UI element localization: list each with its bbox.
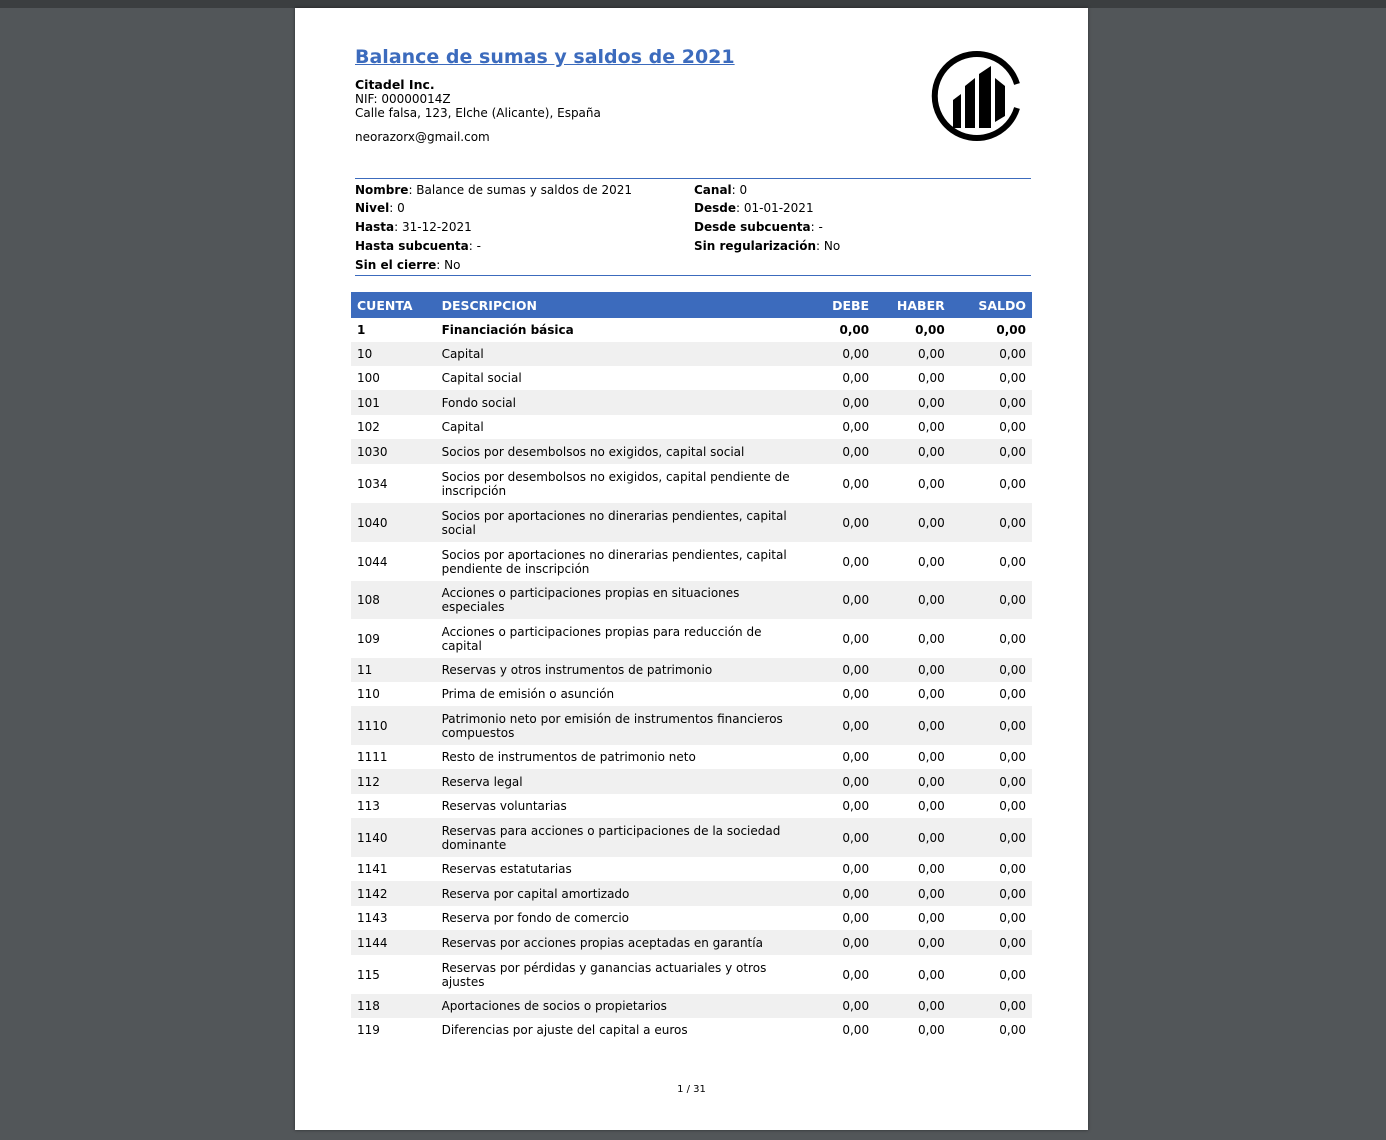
saldo-cell: 0,00 [999,750,1026,764]
description-cell: Reserva por capital amortizado [436,881,800,906]
account-code-cell: 10 [351,342,436,366]
account-code-cell: 113 [357,799,380,813]
account-code-cell: 115 [357,967,380,982]
saldo-cell: 0,00 [951,503,1032,542]
table-row [351,769,1032,794]
param-sin-regularizacion: Sin regularización: No [694,239,841,253]
debe-cell: 0,00 [799,503,875,542]
saldo-cell: 0,00 [996,323,1026,337]
haber-cell: 0,00 [918,1023,945,1037]
debe-cell: 0,00 [799,881,875,906]
account-code-cell: 1030 [351,439,436,464]
account-code-cell: 1144 [351,930,436,955]
debe-cell: 0,00 [799,994,875,1018]
debe-cell: 0,00 [842,420,870,434]
table-row [351,318,1032,342]
table-row [351,439,1032,464]
company-address: Calle falsa, 123, Elche (Alicante), España [355,106,601,120]
description-cell: Fondo social [436,390,800,415]
account-code-cell: 112 [351,769,436,794]
account-code-cell: 110 [357,687,380,701]
debe-cell: 0,00 [842,631,870,646]
description-cell: Acciones o participaciones propias para reducción de capital [441,624,762,653]
account-code-cell: 101 [351,390,436,415]
params-divider [355,275,1031,276]
description-cell: Aportaciones de socios o propietarios [436,994,800,1018]
description-cell: Prima de emisión o asunción [441,687,615,701]
header-saldo: SALDO [951,292,1032,318]
header-debe: DEBE [799,292,875,318]
buildings-logo-icon [931,48,1027,144]
account-code-cell: 1044 [357,554,388,569]
account-code-cell: 1142 [351,881,436,906]
debe-cell: 0,00 [842,1023,870,1037]
saldo-cell: 0,00 [999,687,1026,701]
debe-cell: 0,00 [842,554,870,569]
saldo-cell: 0,00 [999,911,1026,925]
haber-cell: 0,00 [918,862,945,876]
saldo-cell: 0,00 [951,994,1032,1018]
saldo-cell: 0,00 [999,967,1026,982]
description-cell: Reservas y otros instrumentos de patrimonio [436,658,800,682]
haber-cell: 0,00 [915,323,945,337]
document-page [295,8,1088,1130]
haber-cell: 0,00 [918,911,945,925]
saldo-cell: 0,00 [999,476,1026,491]
saldo-cell: 0,00 [999,799,1026,813]
account-code-cell: 100 [357,371,380,385]
saldo-cell: 0,00 [951,881,1032,906]
debe-cell: 0,00 [799,439,875,464]
saldo-cell: 0,00 [999,554,1026,569]
description-cell: Reservas voluntarias [441,799,567,813]
debe-cell: 0,00 [842,862,870,876]
table-row [351,503,1032,542]
description-cell: Resto de instrumentos de patrimonio neto [441,750,696,764]
account-code-cell: 1111 [357,750,388,764]
description-cell: Acciones o participaciones propias en situaciones especiales [436,581,800,619]
description-cell: Diferencias por ajuste del capital a euros [441,1023,688,1037]
param-sin-cierre: Sin el cierre: No [355,258,461,272]
description-cell: Patrimonio neto por emisión de instrumentos financieros compuestos [436,706,800,745]
haber-cell: 0,00 [918,554,945,569]
header-descripcion: DESCRIPCION [436,292,800,318]
table-row [351,930,1032,955]
haber-cell: 0,00 [875,439,951,464]
table-row [351,881,1032,906]
header-divider [355,178,1031,179]
debe-cell: 0,00 [842,750,870,764]
debe-cell: 0,00 [799,342,875,366]
saldo-cell: 0,00 [999,420,1026,434]
description-cell: Reservas por acciones propias aceptadas en garantía [436,930,800,955]
table-header-row [351,292,1032,318]
page-number: 1 / 31 [677,1084,706,1095]
saldo-cell: 0,00 [999,862,1026,876]
description-cell: Socios por desembolsos no exigidos, capital pendiente de inscripción [441,469,790,498]
company-email: neorazorx@gmail.com [355,130,490,144]
description-cell: Socios por aportaciones no dinerarias pendientes, capital social [436,503,800,542]
account-code-cell: 1040 [351,503,436,542]
table-row [351,658,1032,682]
haber-cell: 0,00 [918,631,945,646]
viewer-toolbar [0,0,1386,8]
debe-cell: 0,00 [799,658,875,682]
account-code-cell: 1 [357,323,366,337]
account-code-cell: 119 [357,1023,380,1037]
saldo-cell: 0,00 [951,581,1032,619]
param-hasta-subcuenta: Hasta subcuenta: - [355,239,481,253]
saldo-cell: 0,00 [951,439,1032,464]
param-desde: Desde: 01-01-2021 [694,201,814,215]
table-row [351,906,1032,930]
description-cell: Socios por desembolsos no exigidos, capital social [436,439,800,464]
saldo-cell: 0,00 [999,1023,1026,1037]
param-desde-subcuenta: Desde subcuenta: - [694,220,823,234]
account-code-cell: 1141 [357,862,388,876]
haber-cell: 0,00 [875,994,951,1018]
param-nombre: Nombre: Balance de sumas y saldos de 2021 [355,183,632,197]
table-row [351,542,1032,581]
haber-cell: 0,00 [875,930,951,955]
account-code-cell: 109 [357,631,380,646]
company-nif: NIF: 00000014Z [355,92,451,106]
company-info [355,78,601,144]
param-canal: Canal: 0 [694,183,748,197]
saldo-cell: 0,00 [951,390,1032,415]
table-row [351,745,1032,769]
saldo-cell: 0,00 [951,706,1032,745]
table-row [351,818,1032,857]
account-code-cell: 1143 [357,911,388,925]
table-row [351,366,1032,390]
debe-cell: 0,00 [799,706,875,745]
table-row [351,581,1032,619]
param-hasta: Hasta: 31-12-2021 [355,220,472,234]
haber-cell: 0,00 [918,476,945,491]
table-row [351,955,1032,994]
saldo-cell: 0,00 [951,769,1032,794]
account-code-cell: 108 [351,581,436,619]
description-cell: Socios por aportaciones no dinerarias pendientes, capital pendiente de inscripción [441,547,787,576]
haber-cell: 0,00 [875,658,951,682]
saldo-cell: 0,00 [951,342,1032,366]
table-row [351,994,1032,1018]
debe-cell: 0,00 [799,769,875,794]
saldo-cell: 0,00 [999,371,1026,385]
haber-cell: 0,00 [875,342,951,366]
haber-cell: 0,00 [875,769,951,794]
table-row [351,794,1032,818]
document-title: Balance de sumas y saldos de 2021 [355,46,735,68]
debe-cell: 0,00 [842,687,870,701]
company-name: Citadel Inc. [355,77,435,92]
account-code-cell: 1140 [351,818,436,857]
saldo-cell: 0,00 [999,631,1026,646]
description-cell: Capital [441,420,484,434]
table-row [351,706,1032,745]
param-nivel: Nivel: 0 [355,201,405,215]
haber-cell: 0,00 [918,967,945,982]
account-code-cell: 1110 [351,706,436,745]
table-row [351,857,1032,881]
haber-cell: 0,00 [918,750,945,764]
header-cuenta: CUENTA [351,292,436,318]
header-haber: HABER [875,292,951,318]
debe-cell: 0,00 [799,581,875,619]
haber-cell: 0,00 [875,503,951,542]
description-cell: Reservas por pérdidas y ganancias actuariales y otros ajustes [441,960,767,989]
haber-cell: 0,00 [875,390,951,415]
haber-cell: 0,00 [875,581,951,619]
table-row [351,342,1032,366]
haber-cell: 0,00 [918,420,945,434]
saldo-cell: 0,00 [951,818,1032,857]
debe-cell: 0,00 [839,323,870,337]
table-row [351,464,1032,503]
description-cell: Reservas para acciones o participaciones de la sociedad dominante [436,818,800,857]
saldo-cell: 0,00 [951,930,1032,955]
debe-cell: 0,00 [842,799,870,813]
table-row [351,1018,1032,1042]
table-body [351,318,1032,1042]
debe-cell: 0,00 [799,390,875,415]
account-code-cell: 11 [351,658,436,682]
description-cell: Reserva legal [436,769,800,794]
table-row [351,619,1032,658]
table-row [351,390,1032,415]
debe-cell: 0,00 [799,930,875,955]
balance-table [351,292,1032,1042]
description-cell: Reservas estatutarias [441,862,572,876]
saldo-cell: 0,00 [951,658,1032,682]
account-code-cell: 102 [357,420,380,434]
description-cell: Capital [436,342,800,366]
haber-cell: 0,00 [918,687,945,701]
account-code-cell: 1034 [357,476,388,491]
debe-cell: 0,00 [842,371,870,385]
haber-cell: 0,00 [875,706,951,745]
table-row [351,415,1032,439]
haber-cell: 0,00 [918,799,945,813]
debe-cell: 0,00 [842,476,870,491]
table-row [351,682,1032,706]
debe-cell: 0,00 [842,967,870,982]
description-cell: Reserva por fondo de comercio [441,911,630,925]
haber-cell: 0,00 [875,881,951,906]
account-code-cell: 118 [351,994,436,1018]
haber-cell: 0,00 [875,818,951,857]
debe-cell: 0,00 [842,911,870,925]
haber-cell: 0,00 [918,371,945,385]
description-cell: Capital social [441,371,522,385]
debe-cell: 0,00 [799,818,875,857]
description-cell: Financiación básica [441,323,574,337]
